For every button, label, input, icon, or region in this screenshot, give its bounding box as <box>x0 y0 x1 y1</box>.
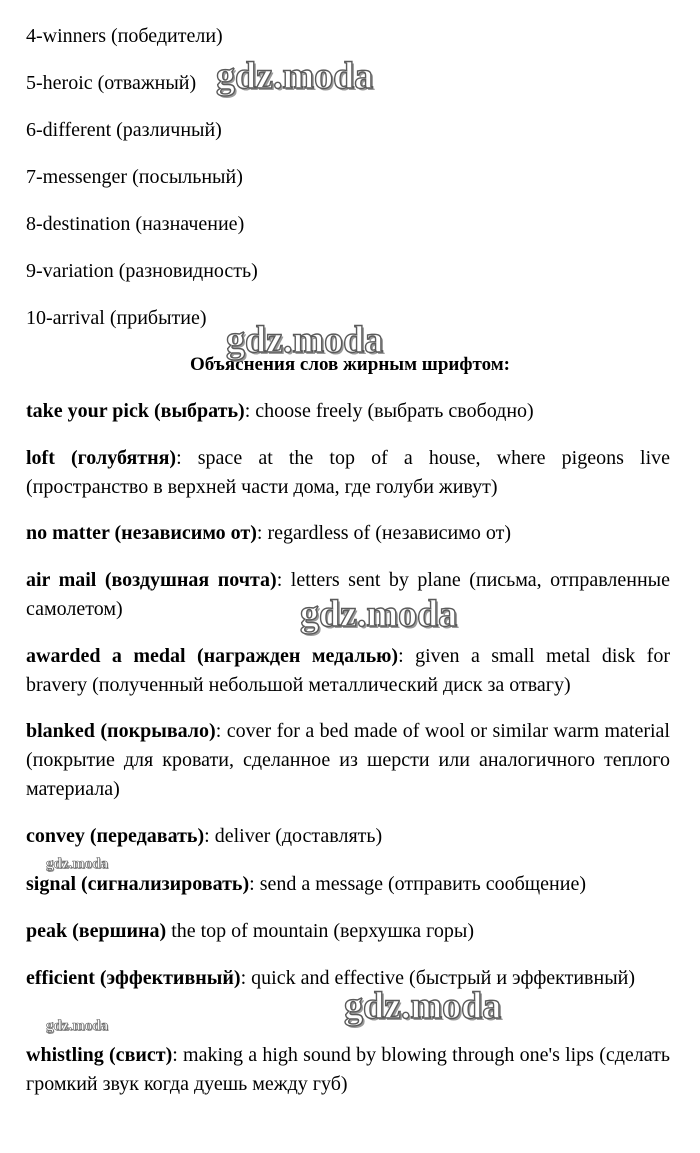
entry-definition: : given a small metal disk for bravery (полученный небольшой металлический диск за отвагу) <box>26 645 670 696</box>
definition-entry <box>26 822 670 851</box>
definition-entry <box>26 917 670 946</box>
entry-term: blanked (покрывало) <box>26 720 216 742</box>
definition-entry <box>26 397 670 426</box>
entry-definition: : choose freely (выбрать свободно) <box>244 400 534 422</box>
word-list-item: 5-heroic (отважный) <box>26 72 197 94</box>
definition-entry <box>26 642 670 700</box>
watermark: gdz.moda <box>46 1018 109 1034</box>
watermark: gdz.moda <box>226 319 384 361</box>
entry-term: air mail (воздушная почта) <box>26 569 277 591</box>
definition-entry <box>26 870 670 899</box>
entry-term: signal (сигнализировать) <box>26 873 250 895</box>
entry-definition: : letters sent by plane (письма, отправленные самолетом) <box>26 569 670 620</box>
watermark: gdz.moda <box>46 856 109 872</box>
word-list-item: 4-winners (победители) <box>26 25 223 47</box>
watermark: gdz.moda <box>344 985 502 1027</box>
entry-term: convey (передавать) <box>26 825 205 847</box>
word-list-item: 8-destination (назначение) <box>26 213 245 235</box>
definition-entry <box>26 444 670 502</box>
definition-entry <box>26 1041 670 1099</box>
entry-term: efficient (эффективный) <box>26 967 241 989</box>
entry-definition: : send a message (отправить сообщение) <box>249 873 586 895</box>
word-list-item: 7-messenger (посыльный) <box>26 166 243 188</box>
entry-term: no matter (независимо от) <box>26 522 257 544</box>
word-list-item: 9-variation (разновидность) <box>26 260 258 282</box>
watermark: gdz.moda <box>216 55 374 97</box>
watermark: gdz.moda <box>300 593 458 635</box>
entry-definition: : space at the top of a house, where pigeons live (пространство в верхней части дома, где голуби живут) <box>26 447 670 498</box>
entry-definition: : cover for a bed made of wool or similar warm material (покрытие для кровати, сделанное из шерсти или аналогичного теплого материала) <box>26 720 670 800</box>
word-list-item: 10-arrival (прибытие) <box>26 307 207 329</box>
entry-term: take your pick (выбрать) <box>26 400 245 422</box>
definition-entry <box>26 519 670 548</box>
word-list-item: 6-different (различный) <box>26 119 222 141</box>
entry-definition: : regardless of (независимо от) <box>256 522 511 544</box>
entry-term: peak (вершина) <box>26 920 167 942</box>
section-heading: Объяснения слов жирным шрифтом: <box>190 354 510 375</box>
entry-definition: : making a high sound by blowing through one's lips (сделать громкий звук когда дуешь между губ) <box>26 1044 670 1095</box>
entry-definition: : quick and effective (быстрый и эффективный) <box>240 967 636 989</box>
entry-term: awarded a medal (награжден медалью) <box>26 645 399 667</box>
entry-definition: the top of mountain (верхушка горы) <box>166 920 474 942</box>
definition-entry <box>26 717 670 804</box>
entry-definition: : deliver (доставлять) <box>204 825 383 847</box>
entry-term: loft (голубятня) <box>26 447 177 469</box>
entry-term: whistling (свист) <box>26 1044 173 1066</box>
